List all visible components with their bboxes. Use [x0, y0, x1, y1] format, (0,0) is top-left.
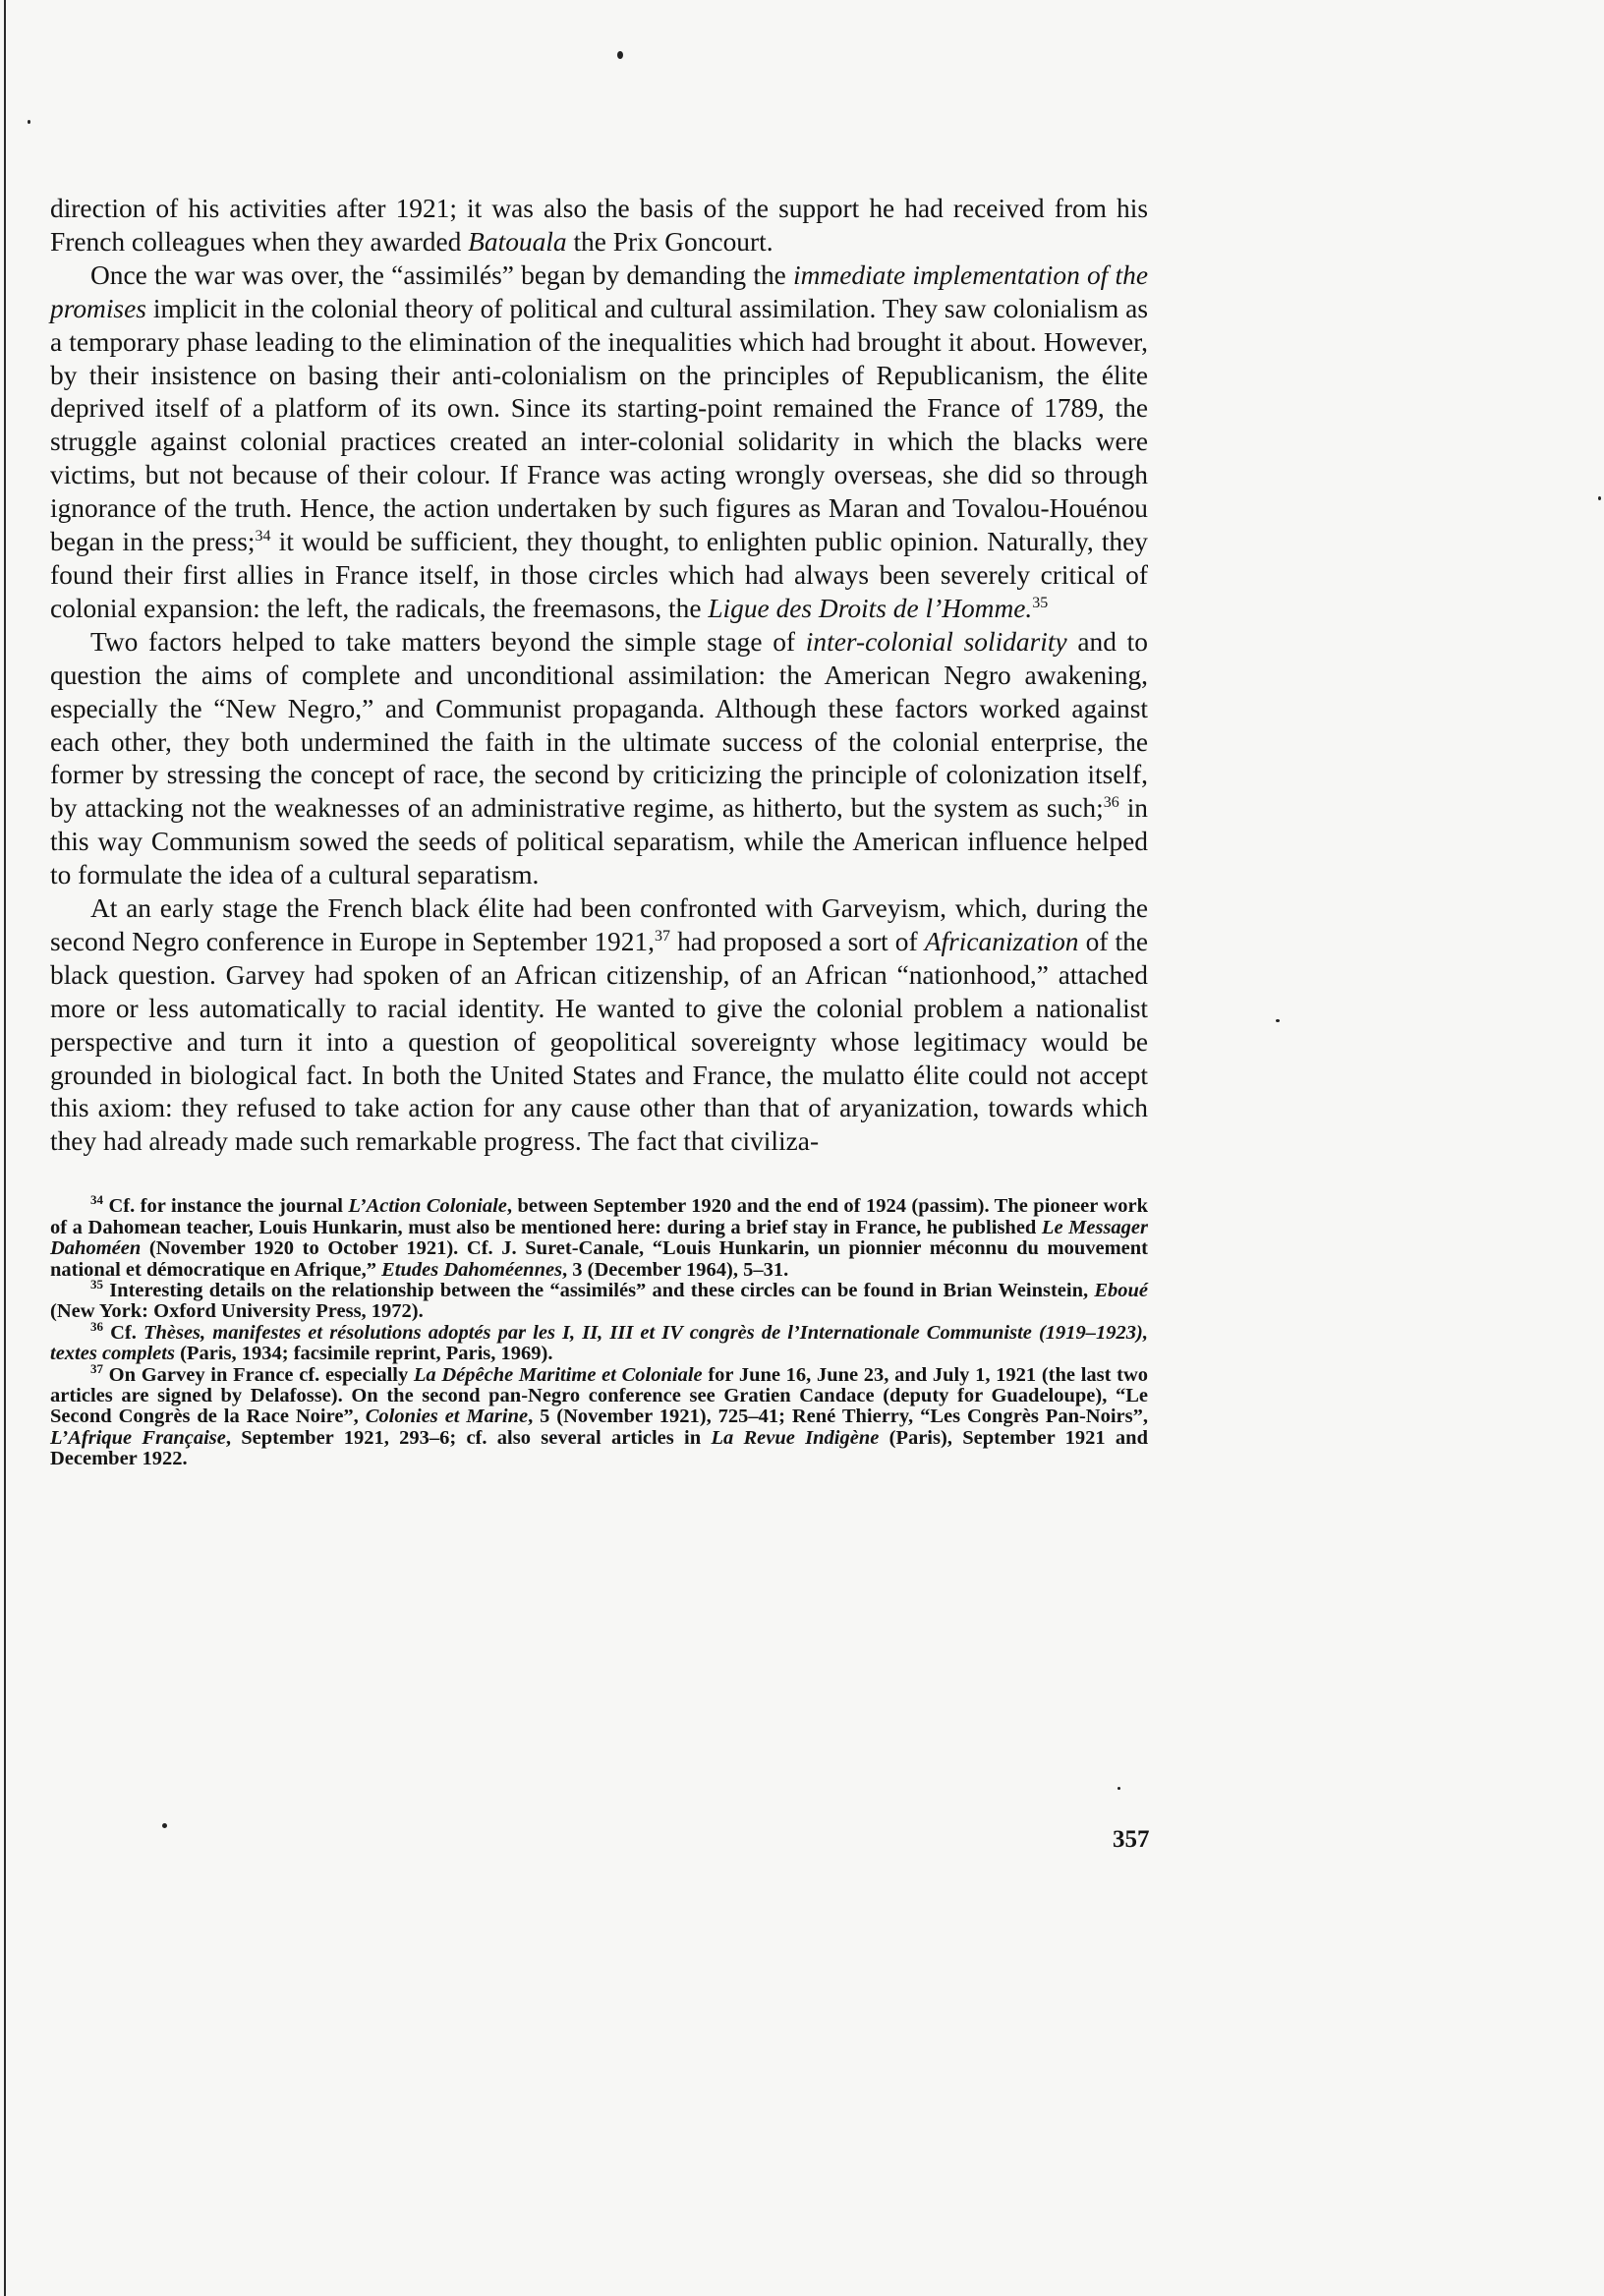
page-content	[50, 193, 1148, 1470]
scan-speck	[162, 1823, 167, 1828]
body-text	[50, 193, 1148, 1159]
footnote-ref: 35	[1032, 594, 1049, 611]
footnote-ref: 36	[1103, 794, 1119, 812]
footnote-36: $^{36}$ Cf. Thèses, manifestes et résolutions adoptés par les I, II, III et IV congrès de l’Internationale Communiste (1919–1923), textes complets (Paris, 1934; facsimile reprint, Paris, 1969).	[50, 1318, 1148, 1365]
scan-speck	[617, 51, 623, 59]
footnote-35: $^{35}$ Interesting details on the relationship between the “assimilés” and these circles can be found in Brian Weinstein, Eboué (New York: Oxford University Press, 1972).	[50, 1277, 1148, 1323]
scan-speck	[28, 120, 30, 124]
scan-speck	[1598, 496, 1601, 500]
footnote-34: $^{34}$ Cf. for instance the journal L’Action Coloniale, between September 1920 and the end of 1924 (passim). The pioneer work of a Dahomean teacher, Louis Hunkarin, must also be mentioned here: during a brief stay in France, he published Le Messager Dahoméen (November 1920 to October 1921). Cf. J. Suret-Canale, “Louis Hunkarin, un pionnier méconnu du mouvement national et démocratique en Afrique,” Etudes Dahoméennes, 3 (December 1964), 5–31.	[50, 1192, 1148, 1281]
paragraph: At an early stage the French black élite had been confronted with Garveyism, which, during the second Negro conference in Europe in September 1921,37 had proposed a sort of Africanization of the black question. Garvey had spoken of an African citizenship, of an African “nationhood,” attached more or less automatically to racial identity. He wanted to give the colonial problem a nationalist perspective and turn it into a question of geopolitical sovereignty whose legitimacy would be grounded in biological fact. In both the United States and France, the mulatto élite could not accept this axiom: they refused to take action for any cause other than that of aryanization, towards which they had already made such remarkable progress. The fact that civiliza-	[50, 893, 1148, 1157]
footnotes	[50, 1192, 1149, 1470]
footnote-ref: 34	[255, 527, 271, 545]
scan-edge-line	[4, 0, 6, 2296]
paragraph: Once the war was over, the “assimilés” began by demanding the immediate implementation of the promises implicit in the colonial theory of political and cultural assimilation. They saw colonialism as a temporary phase leading to the elimination of the inequalities which had brought it about. However, by their insistence on basing their anti-colonialism on the principles of Republicanism, the élite deprived itself of a platform of its own. Since its starting-point remained the France of 1789, the struggle against colonial practices created an inter-colonial solidarity in which the blacks were victims, but not because of their colour. If France was acting wrongly overseas, she did so through ignorance of the truth. Hence, the action undertaken by such figures as Maran and Tovalou-Houénou began in the press;$^{34}$ it would be sufficient, they thought, to enlighten public opinion. Naturally, they found their first allies in France itself, in those circles which had always been severely critical of colonial expansion: the left, the radicals, the freemasons, the Ligue des Droits de l’Homme.$^{35}$	[50, 259, 1148, 623]
footnote-37: $^{37}$ On Garvey in France cf. especially La Dépêche Maritime et Coloniale for June 16, June 23, and July 1, 1921 (the last two articles are signed by Delafosse). On the second pan-Negro conference see Gratien Candace (deputy for Guadeloupe), “Le Second Congrès de la Race Noire”, Colonies et Marine, 5 (November 1921), 725–41; René Thierry, “Les Congrès Pan-Noirs”, L’Afrique Française, September 1921, 293–6; cf. also several articles in La Revue Indigène (Paris), September 1921 and December 1922.	[50, 1360, 1149, 1470]
page-number: 357	[1113, 1826, 1150, 1853]
paragraph: direction of his activities after 1921; it was also the basis of the support he had received from his French colleagues when they awarded Batouala the Prix Goncourt.	[50, 194, 1148, 257]
paragraph: Two factors helped to take matters beyond the simple stage of inter-colonial solidarity and to question the aims of complete and unconditional assimilation: the American Negro awakening, especially the “New Negro,” and Communist propaganda. Although these factors worked against each other, they both undermined the faith in the ultimate success of the colonial enterprise, the former by stressing the concept of race, the second by criticizing the principle of colonization itself, by attacking not the weaknesses of an administrative regime, as hitherto, but the system as such;$^{36}$ in this way Communism sowed the seeds of political separatism, while the American influence helped to formulate the idea of a cultural separatism.	[50, 626, 1148, 890]
scan-speck	[1117, 1787, 1120, 1790]
footnote-ref: 37	[654, 927, 670, 945]
scan-speck	[1276, 1019, 1280, 1022]
